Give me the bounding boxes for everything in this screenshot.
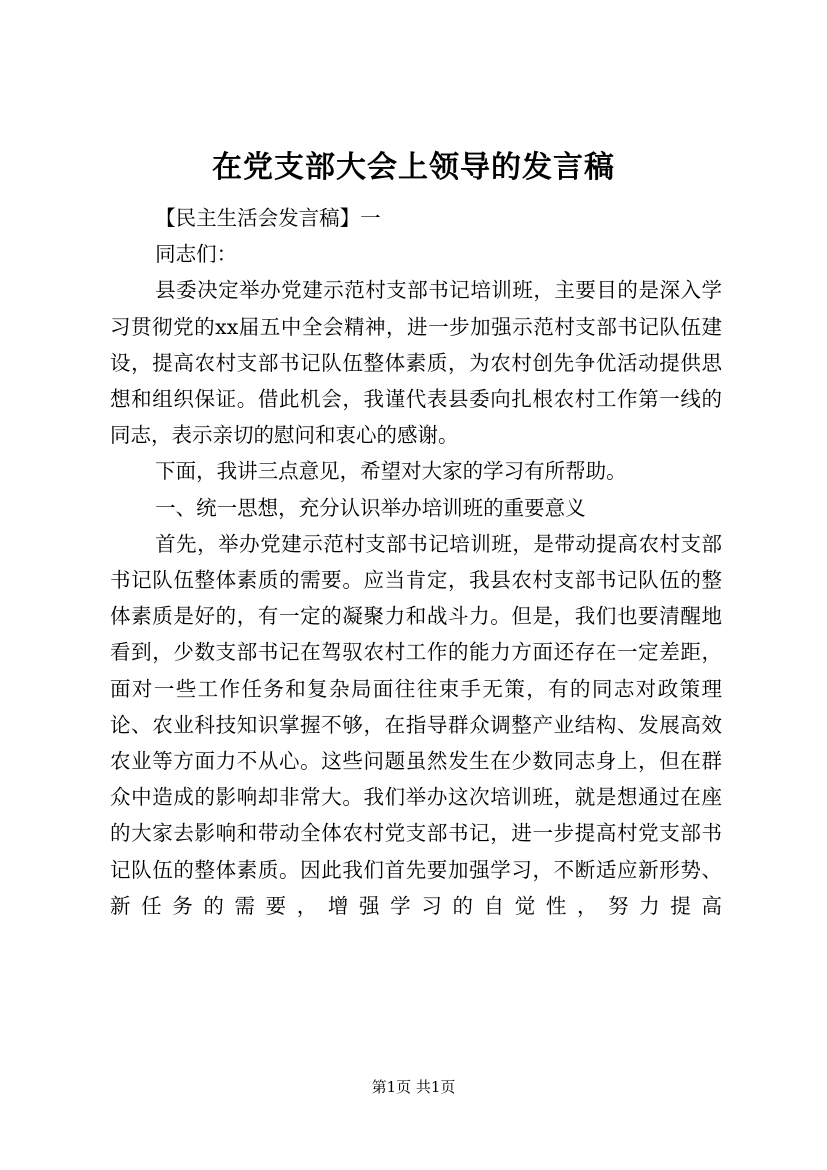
body-paragraph: 县委决定举办党建示范村支部书记培训班，主要目的是深入学习贯彻党的xx届五中全会精神，进一步加强示范村支部书记队伍建设，提高农村支部书记队伍整体素质，为农村创先争优活动提供思想和组织保证。借此机会，我谨代表县委向扎根农村工作第一线的同志，表示亲切的慰问和衷心的感谢。 xyxy=(110,278,722,448)
document-title: 在党支部大会上领导的发言稿 xyxy=(212,150,615,185)
salutation-paragraph: 同志们： xyxy=(155,242,238,267)
section-heading-paragraph: 【民主生活会发言稿】一 xyxy=(155,206,381,230)
subheading-paragraph: 一、统一思想，充分认识举办培训班的重要意义 xyxy=(155,495,586,520)
page-footer: 第1页 共1页 xyxy=(371,1078,456,1096)
body-paragraph: 首先，举办党建示范村支部书记培训班，是带动提高农村支部书记队伍整体素质的需要。应当肯定，我县农村支部书记队伍的整体素质是好的，有一定的凝聚力和战斗力。但是，我们也要清醒地看到，少数支部书记在驾驭农村工作的能力方面还存在一定差距，面对一些工作任务和复杂局面往往束手无策，有的同志对政策理论、农业科技知识掌握不够，在指导群众调整产业结构、发展高效农业等方面力不从心。这些问题虽然发生在少数同志身上，但在群众中造成的影响却非常大。我们举办这次培训班，就是想通过在座的大家去影响和带动全体农村党支部书记，进一步提高村党支部书记队伍的整体素质。因此我们首先要加强学习，不断适应新形势、新任务的需要，增强学习的自觉性，努力提高 xyxy=(110,531,722,918)
body-paragraph: 下面，我讲三点意见，希望对大家的学习有所帮助。 xyxy=(155,459,627,484)
document-body xyxy=(110,200,722,924)
